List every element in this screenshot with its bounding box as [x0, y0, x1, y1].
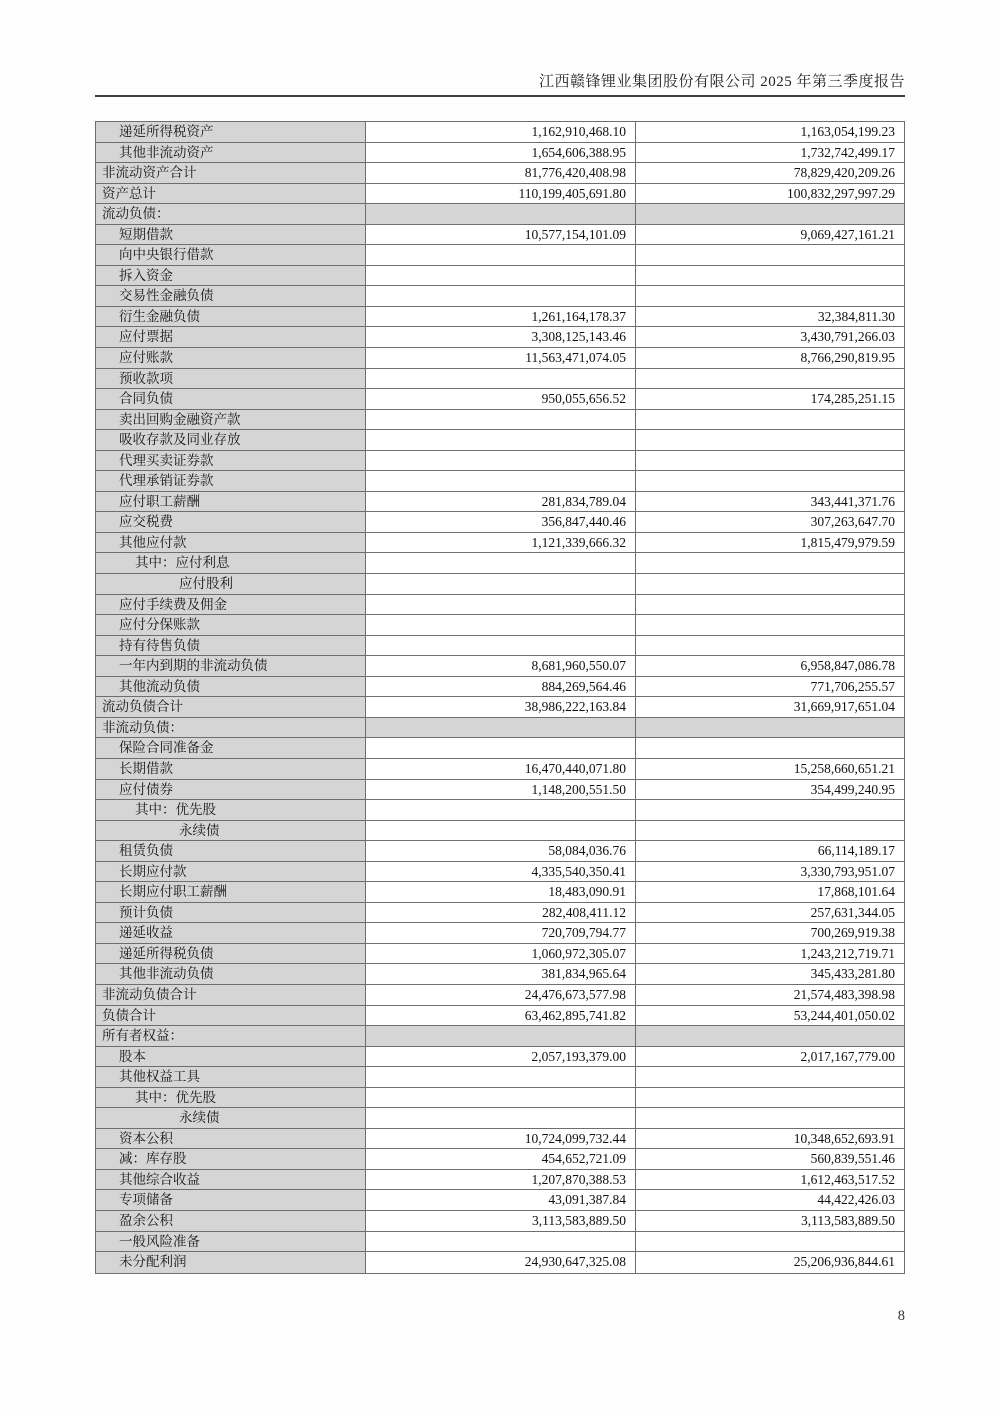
- row-label: 流动负债合计: [96, 697, 366, 717]
- table-row: [96, 964, 904, 985]
- row-value-period-begin: 1,243,212,719.71: [636, 944, 904, 964]
- table-row: [96, 800, 904, 821]
- row-value-period-begin: 3,113,583,889.50: [636, 1211, 904, 1231]
- row-label: 减：库存股: [96, 1149, 366, 1169]
- row-value-period-end: 884,269,564.46: [366, 677, 636, 697]
- row-value-period-end: [366, 286, 636, 306]
- row-value-period-end: 1,261,164,178.37: [366, 307, 636, 327]
- row-value-period-end: 1,654,606,388.95: [366, 143, 636, 163]
- row-label: 其他综合收益: [96, 1170, 366, 1190]
- row-label: 应付账款: [96, 348, 366, 368]
- table-row: [96, 1211, 904, 1232]
- table-row: [96, 985, 904, 1006]
- page-number: 8: [897, 1308, 905, 1324]
- table-row: [96, 1047, 904, 1068]
- row-value-period-end: 2,057,193,379.00: [366, 1047, 636, 1067]
- row-value-period-end: 1,121,339,666.32: [366, 533, 636, 553]
- row-label: 短期借款: [96, 225, 366, 245]
- row-value-period-begin: [636, 266, 904, 286]
- row-value-period-begin: 25,206,936,844.61: [636, 1252, 904, 1273]
- row-value-period-begin: 560,839,551.46: [636, 1149, 904, 1169]
- row-value-period-end: 950,055,656.52: [366, 389, 636, 409]
- row-value-period-begin: 8,766,290,819.95: [636, 348, 904, 368]
- table-row: [96, 656, 904, 677]
- table-row: [96, 389, 904, 410]
- table-row: [96, 348, 904, 369]
- row-value-period-end: [366, 595, 636, 615]
- row-value-period-end: 110,199,405,691.80: [366, 184, 636, 204]
- row-value-period-begin: [636, 636, 904, 656]
- row-value-period-end: [366, 266, 636, 286]
- row-label: 保险合同准备金: [96, 738, 366, 758]
- table-row: [96, 143, 904, 164]
- row-value-period-end: [366, 636, 636, 656]
- row-value-period-end: 24,930,647,325.08: [366, 1252, 636, 1273]
- table-row: [96, 1190, 904, 1211]
- row-value-period-begin: 307,263,647.70: [636, 512, 904, 532]
- row-value-period-end: 58,084,036.76: [366, 841, 636, 861]
- table-row: [96, 1006, 904, 1027]
- row-value-period-end: [366, 451, 636, 471]
- row-label: 交易性金融负债: [96, 286, 366, 306]
- row-value-period-begin: [636, 471, 904, 491]
- table-row: [96, 286, 904, 307]
- table-row: [96, 738, 904, 759]
- table-row: [96, 430, 904, 451]
- table-row: [96, 1108, 904, 1129]
- row-label: 其中：优先股: [96, 800, 366, 820]
- row-value-period-end: 8,681,960,550.07: [366, 656, 636, 676]
- row-label: 其他权益工具: [96, 1067, 366, 1087]
- row-label: 租赁负债: [96, 841, 366, 861]
- row-label: 合同负债: [96, 389, 366, 409]
- header-divider: [95, 95, 905, 97]
- table-row: [96, 944, 904, 965]
- row-value-period-begin: 1,163,054,199.23: [636, 122, 904, 142]
- row-value-period-begin: 354,499,240.95: [636, 780, 904, 800]
- row-value-period-end: 43,091,387.84: [366, 1190, 636, 1210]
- row-label: 一年内到期的非流动负债: [96, 656, 366, 676]
- table-row: [96, 1067, 904, 1088]
- row-value-period-begin: 345,433,281.80: [636, 964, 904, 984]
- row-label: 应付职工薪酬: [96, 492, 366, 512]
- table-row: [96, 512, 904, 533]
- row-label: 盈余公积: [96, 1211, 366, 1231]
- table-row: [96, 1252, 904, 1273]
- balance-sheet-table: [95, 121, 905, 1274]
- row-value-period-begin: [636, 595, 904, 615]
- table-row: [96, 553, 904, 574]
- table-row: [96, 718, 904, 739]
- row-value-period-end: [366, 553, 636, 573]
- row-label: 其他非流动负债: [96, 964, 366, 984]
- table-row: [96, 327, 904, 348]
- table-row: [96, 677, 904, 698]
- row-label: 持有待售负债: [96, 636, 366, 656]
- row-label: 一般风险准备: [96, 1232, 366, 1252]
- row-label: 代理承销证券款: [96, 471, 366, 491]
- table-row: [96, 1149, 904, 1170]
- table-row: [96, 821, 904, 842]
- table-row: [96, 636, 904, 657]
- row-value-period-begin: 100,832,297,997.29: [636, 184, 904, 204]
- row-value-period-end: [366, 718, 636, 738]
- table-row: [96, 697, 904, 718]
- row-label: 非流动负债：: [96, 718, 366, 738]
- row-value-period-end: 16,470,440,071.80: [366, 759, 636, 779]
- row-value-period-end: 4,335,540,350.41: [366, 862, 636, 882]
- table-row: [96, 245, 904, 266]
- row-label: 向中央银行借款: [96, 245, 366, 265]
- row-value-period-begin: 17,868,101.64: [636, 882, 904, 902]
- row-value-period-begin: 174,285,251.15: [636, 389, 904, 409]
- row-value-period-end: [366, 574, 636, 594]
- table-row: [96, 574, 904, 595]
- page-header-title: 江西赣锋锂业集团股份有限公司 2025 年第三季度报告: [538, 74, 905, 90]
- row-label: 卖出回购金融资产款: [96, 410, 366, 430]
- table-row: [96, 759, 904, 780]
- row-value-period-end: 10,577,154,101.09: [366, 225, 636, 245]
- row-value-period-begin: [636, 1232, 904, 1252]
- row-value-period-end: [366, 615, 636, 635]
- row-label: 长期借款: [96, 759, 366, 779]
- row-value-period-end: 3,308,125,143.46: [366, 327, 636, 347]
- row-value-period-begin: 1,732,742,499.17: [636, 143, 904, 163]
- table-row: [96, 882, 904, 903]
- row-value-period-end: [366, 821, 636, 841]
- row-label: 负债合计: [96, 1006, 366, 1026]
- row-value-period-begin: 44,422,426.03: [636, 1190, 904, 1210]
- row-value-period-begin: [636, 1088, 904, 1108]
- table-row: [96, 163, 904, 184]
- row-value-period-begin: 257,631,344.05: [636, 903, 904, 923]
- row-value-period-begin: 3,430,791,266.03: [636, 327, 904, 347]
- row-value-period-begin: 3,330,793,951.07: [636, 862, 904, 882]
- row-value-period-begin: [636, 430, 904, 450]
- row-value-period-end: 1,207,870,388.53: [366, 1170, 636, 1190]
- table-row: [96, 1232, 904, 1253]
- table-row: [96, 307, 904, 328]
- row-value-period-end: [366, 410, 636, 430]
- row-label: 代理买卖证券款: [96, 451, 366, 471]
- row-label: 其他应付款: [96, 533, 366, 553]
- row-value-period-begin: [636, 369, 904, 389]
- row-value-period-end: 3,113,583,889.50: [366, 1211, 636, 1231]
- row-value-period-end: [366, 1108, 636, 1128]
- table-row: [96, 533, 904, 554]
- row-value-period-begin: [636, 718, 904, 738]
- table-row: [96, 841, 904, 862]
- table-row: [96, 122, 904, 143]
- row-value-period-begin: 1,815,479,979.59: [636, 533, 904, 553]
- row-value-period-begin: [636, 738, 904, 758]
- row-value-period-begin: [636, 410, 904, 430]
- row-label: 应付手续费及佣金: [96, 595, 366, 615]
- table-row: [96, 266, 904, 287]
- row-label: 永续债: [96, 1108, 366, 1128]
- row-value-period-begin: 10,348,652,693.91: [636, 1129, 904, 1149]
- row-label: 资本公积: [96, 1129, 366, 1149]
- table-row: [96, 369, 904, 390]
- table-row: [96, 615, 904, 636]
- row-value-period-begin: 15,258,660,651.21: [636, 759, 904, 779]
- row-value-period-end: 1,148,200,551.50: [366, 780, 636, 800]
- table-row: [96, 410, 904, 431]
- row-label: 所有者权益：: [96, 1026, 366, 1046]
- row-label: 长期应付职工薪酬: [96, 882, 366, 902]
- row-value-period-begin: 343,441,371.76: [636, 492, 904, 512]
- row-label: 资产总计: [96, 184, 366, 204]
- row-label: 股本: [96, 1047, 366, 1067]
- row-label: 应付票据: [96, 327, 366, 347]
- row-value-period-begin: [636, 800, 904, 820]
- row-value-period-end: [366, 1088, 636, 1108]
- row-value-period-end: 81,776,420,408.98: [366, 163, 636, 183]
- row-label: 预收款项: [96, 369, 366, 389]
- row-value-period-end: 63,462,895,741.82: [366, 1006, 636, 1026]
- row-value-period-begin: [636, 1108, 904, 1128]
- row-value-period-end: [366, 800, 636, 820]
- row-value-period-end: [366, 245, 636, 265]
- table-row: [96, 923, 904, 944]
- row-value-period-end: 454,652,721.09: [366, 1149, 636, 1169]
- table-row: [96, 903, 904, 924]
- row-label: 衍生金融负债: [96, 307, 366, 327]
- row-value-period-end: [366, 1232, 636, 1252]
- row-label: 非流动负债合计: [96, 985, 366, 1005]
- row-value-period-end: 24,476,673,577.98: [366, 985, 636, 1005]
- row-value-period-begin: [636, 245, 904, 265]
- row-label: 递延收益: [96, 923, 366, 943]
- row-label: 应交税费: [96, 512, 366, 532]
- table-row: [96, 451, 904, 472]
- row-value-period-begin: [636, 1026, 904, 1046]
- table-row: [96, 1026, 904, 1047]
- row-value-period-begin: [636, 553, 904, 573]
- row-value-period-begin: [636, 574, 904, 594]
- row-value-period-begin: 78,829,420,209.26: [636, 163, 904, 183]
- row-label: 其中：应付利息: [96, 553, 366, 573]
- row-value-period-begin: 6,958,847,086.78: [636, 656, 904, 676]
- row-value-period-end: [366, 1026, 636, 1046]
- row-label: 预计负债: [96, 903, 366, 923]
- table-row: [96, 225, 904, 246]
- row-value-period-begin: 32,384,811.30: [636, 307, 904, 327]
- row-value-period-end: 281,834,789.04: [366, 492, 636, 512]
- row-value-period-begin: 2,017,167,779.00: [636, 1047, 904, 1067]
- row-value-period-begin: 700,269,919.38: [636, 923, 904, 943]
- table-row: [96, 1170, 904, 1191]
- row-value-period-end: 1,162,910,468.10: [366, 122, 636, 142]
- row-value-period-end: 10,724,099,732.44: [366, 1129, 636, 1149]
- table-row: [96, 471, 904, 492]
- table-row: [96, 1088, 904, 1109]
- row-value-period-end: [366, 738, 636, 758]
- table-row: [96, 862, 904, 883]
- row-value-period-end: 720,709,794.77: [366, 923, 636, 943]
- row-label: 专项储备: [96, 1190, 366, 1210]
- row-label: 其中：优先股: [96, 1088, 366, 1108]
- table-row: [96, 492, 904, 513]
- row-label: 拆入资金: [96, 266, 366, 286]
- row-value-period-begin: [636, 204, 904, 224]
- row-value-period-end: 381,834,965.64: [366, 964, 636, 984]
- row-value-period-begin: [636, 615, 904, 635]
- table-row: [96, 780, 904, 801]
- row-value-period-begin: 1,612,463,517.52: [636, 1170, 904, 1190]
- table-row: [96, 1129, 904, 1150]
- table-row: [96, 595, 904, 616]
- row-value-period-begin: 771,706,255.57: [636, 677, 904, 697]
- row-label: 应付股利: [96, 574, 366, 594]
- row-value-period-end: [366, 204, 636, 224]
- table-row: [96, 184, 904, 205]
- row-value-period-end: [366, 430, 636, 450]
- row-value-period-end: 38,986,222,163.84: [366, 697, 636, 717]
- row-value-period-end: [366, 1067, 636, 1087]
- row-value-period-end: 282,408,411.12: [366, 903, 636, 923]
- row-value-period-end: 11,563,471,074.05: [366, 348, 636, 368]
- row-label: 吸收存款及同业存放: [96, 430, 366, 450]
- row-label: 其他流动负债: [96, 677, 366, 697]
- row-value-period-begin: [636, 1067, 904, 1087]
- row-value-period-begin: [636, 286, 904, 306]
- row-value-period-begin: 53,244,401,050.02: [636, 1006, 904, 1026]
- row-value-period-begin: [636, 451, 904, 471]
- row-value-period-begin: 31,669,917,651.04: [636, 697, 904, 717]
- row-value-period-end: [366, 471, 636, 491]
- row-value-period-end: [366, 369, 636, 389]
- table-row: [96, 204, 904, 225]
- row-value-period-begin: 21,574,483,398.98: [636, 985, 904, 1005]
- row-label: 递延所得税负债: [96, 944, 366, 964]
- row-label: 永续债: [96, 821, 366, 841]
- row-value-period-end: 1,060,972,305.07: [366, 944, 636, 964]
- row-label: 未分配利润: [96, 1252, 366, 1273]
- row-label: 长期应付款: [96, 862, 366, 882]
- row-label: 递延所得税资产: [96, 122, 366, 142]
- row-label: 其他非流动资产: [96, 143, 366, 163]
- row-value-period-begin: 9,069,427,161.21: [636, 225, 904, 245]
- row-value-period-begin: 66,114,189.17: [636, 841, 904, 861]
- row-label: 应付分保账款: [96, 615, 366, 635]
- row-label: 应付债券: [96, 780, 366, 800]
- row-value-period-end: 356,847,440.46: [366, 512, 636, 532]
- row-value-period-end: 18,483,090.91: [366, 882, 636, 902]
- row-value-period-begin: [636, 821, 904, 841]
- row-label: 流动负债：: [96, 204, 366, 224]
- row-label: 非流动资产合计: [96, 163, 366, 183]
